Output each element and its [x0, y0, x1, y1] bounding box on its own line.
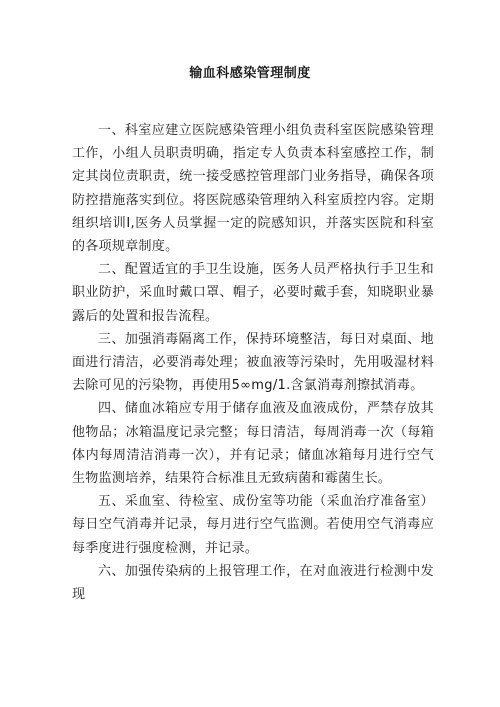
paragraph-6: 六、加强传染病的上报管理工作，在对血液进行检测中发现 — [72, 563, 434, 603]
document-title: 输血科感染管理制度 — [189, 66, 311, 81]
paragraph-2: 二、配置适宜的手卫生设施，医务人员严格执行手卫生和职业防护，采血时戴口罩、帽子，必要时戴手套，知晓职业暴露后的处置和报告流程。 — [72, 262, 434, 324]
document-body — [72, 119, 434, 606]
paragraph-4: 四、储血冰箱应专用于储存血液及血液成份，严禁存放其他物品；冰箱温度记录完整；每日清洁，每周消毒一次（每箱体内每周清洁消毒一次），并有记录；储血冰箱每月进行空气生物监测培养，结果符合标准且无致病菌和霉菌生长。 — [72, 401, 434, 487]
paragraph-3: 三、加强消毒隔离工作，保持环境整洁，每日对桌面、地面进行清洁，必要消毒处理；被血液等污染时，先用吸湿材料去除可见的污染物，再使用5∞mg/1.含氯消毒剂擦拭消毒。 — [72, 331, 434, 394]
paragraph-5: 五、采血室、待检室、成份室等功能（采血治疗准备室）每日空气消毒并记录，每月进行空气监测。若使用空气消毒应每季度进行强度检测，并记录。 — [72, 494, 434, 556]
paragraph-1: 一、科室应建立医院感染管理小组负责科室医院感染管理工作，小组人员职责明确，指定专人负责本科室感控工作，制定其岗位责职责，统一接受感控管理部门业务指导，确保各项防控措施落实到位。将医院感染管理纳入科室质控内容。定期组织培训I,医务人员掌握一定的院感知识，并落实医院和科室的各项规章制度。 — [72, 123, 434, 255]
